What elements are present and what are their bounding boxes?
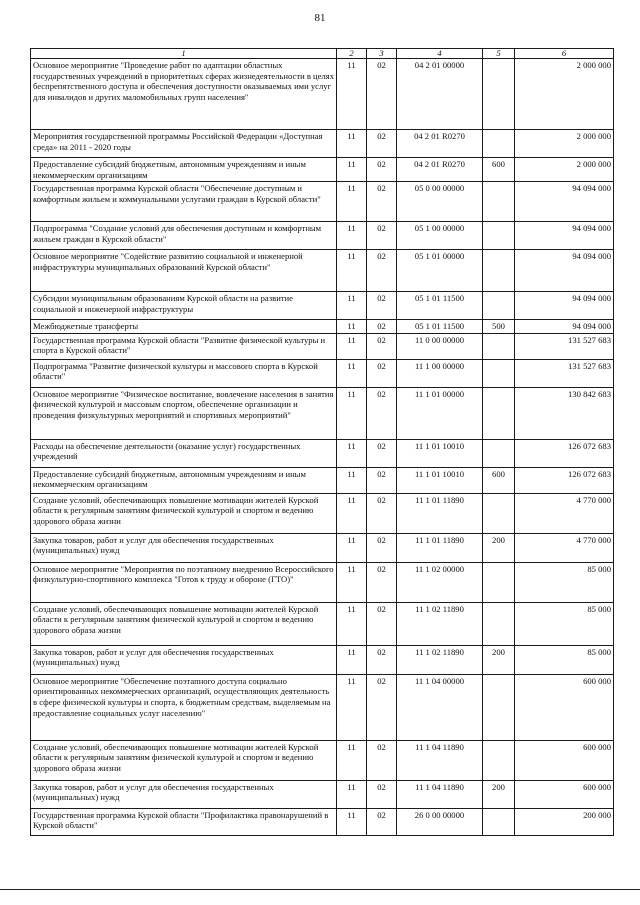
header-col-6: 6 [515, 49, 614, 59]
row-c6-cell: 85 000 [515, 645, 614, 674]
row-c3-cell: 02 [367, 439, 397, 467]
row-c5-cell [483, 493, 515, 533]
row-c5-cell [483, 250, 515, 292]
row-name-cell: Основное мероприятие "Содействие развитию социальной и инженерной инфраструктуры муниципальных образований Курской области" [31, 250, 337, 292]
table-row [31, 740, 614, 780]
row-c4-cell: 11 1 02 11890 [397, 645, 483, 674]
row-c4-cell: 11 1 00 00000 [397, 359, 483, 387]
row-c6-cell: 600 000 [515, 674, 614, 740]
row-c5-cell [483, 130, 515, 158]
row-c3-cell: 02 [367, 467, 397, 493]
table-row [31, 222, 614, 250]
row-c2-cell: 11 [337, 467, 367, 493]
table-row [31, 467, 614, 493]
row-c2-cell: 11 [337, 387, 367, 439]
row-c5-cell: 200 [483, 533, 515, 562]
row-c5-cell [483, 674, 515, 740]
row-name-cell: Государственная программа Курской области "Обеспечение доступным и комфортным жильем и коммунальными услугами граждан в Курской области" [31, 182, 337, 222]
row-c2-cell: 11 [337, 250, 367, 292]
row-name-cell: Закупка товаров, работ и услуг для обеспечения государственных (муниципальных) нужд [31, 533, 337, 562]
table-row [31, 250, 614, 292]
row-c3-cell: 02 [367, 602, 397, 645]
row-c5-cell [483, 333, 515, 359]
row-c6-cell: 94 094 000 [515, 320, 614, 334]
row-c6-cell: 94 094 000 [515, 182, 614, 222]
row-c4-cell: 11 1 01 10010 [397, 467, 483, 493]
row-c5-cell [483, 740, 515, 780]
row-c6-cell: 131 527 683 [515, 333, 614, 359]
row-c4-cell: 11 1 01 00000 [397, 387, 483, 439]
row-c3-cell: 02 [367, 562, 397, 602]
row-c3-cell: 02 [367, 808, 397, 835]
row-c4-cell: 04 2 01 R0270 [397, 130, 483, 158]
row-c5-cell: 500 [483, 320, 515, 334]
row-name-cell: Создание условий, обеспечивающих повышение мотивации жителей Курской области к регулярным занятиям физической культурой и спортом и ведению здорового образа жизни [31, 602, 337, 645]
row-c6-cell: 85 000 [515, 562, 614, 602]
row-c5-cell [483, 602, 515, 645]
row-c4-cell: 11 0 00 00000 [397, 333, 483, 359]
row-c3-cell: 02 [367, 333, 397, 359]
row-c6-cell: 4 770 000 [515, 533, 614, 562]
header-col-2: 2 [337, 49, 367, 59]
row-c3-cell: 02 [367, 130, 397, 158]
row-c2-cell: 11 [337, 533, 367, 562]
row-c4-cell: 11 1 01 10010 [397, 439, 483, 467]
row-name-cell: Подпрограмма "Развитие физической культуры и массового спорта в Курской области" [31, 359, 337, 387]
row-c2-cell: 11 [337, 493, 367, 533]
row-c3-cell: 02 [367, 740, 397, 780]
row-c5-cell [483, 359, 515, 387]
row-c2-cell: 11 [337, 808, 367, 835]
table-row [31, 493, 614, 533]
header-col-3: 3 [367, 49, 397, 59]
header-col-4: 4 [397, 49, 483, 59]
row-c3-cell: 02 [367, 493, 397, 533]
row-name-cell: Государственная программа Курской области "Профилактика правонарушений в Курской области" [31, 808, 337, 835]
row-c5-cell [483, 808, 515, 835]
row-c6-cell: 2 000 000 [515, 130, 614, 158]
table-row [31, 674, 614, 740]
row-c2-cell: 11 [337, 359, 367, 387]
table-row [31, 439, 614, 467]
page-bottom-rule [0, 889, 640, 890]
row-c3-cell: 02 [367, 387, 397, 439]
row-c4-cell: 04 2 01 R0270 [397, 158, 483, 182]
table-row [31, 808, 614, 835]
row-c4-cell: 26 0 00 00000 [397, 808, 483, 835]
table-row [31, 359, 614, 387]
table-row [31, 292, 614, 320]
row-c3-cell: 02 [367, 158, 397, 182]
table-row [31, 333, 614, 359]
row-c2-cell: 11 [337, 645, 367, 674]
row-name-cell: Закупка товаров, работ и услуг для обеспечения государственных (муниципальных) нужд [31, 645, 337, 674]
row-c5-cell [483, 387, 515, 439]
table-row [31, 533, 614, 562]
table-row [31, 780, 614, 808]
row-name-cell: Основное мероприятие "Мероприятия по поэтапному внедрению Всероссийского физкультурно-спортивного комплекса "Готов к труду и обороне (ГТО)" [31, 562, 337, 602]
row-name-cell: Закупка товаров, работ и услуг для обеспечения государственных (муниципальных) нужд [31, 780, 337, 808]
row-name-cell: Межбюджетные трансферты [31, 320, 337, 334]
row-c3-cell: 02 [367, 320, 397, 334]
row-c2-cell: 11 [337, 292, 367, 320]
row-name-cell: Основное мероприятие "Обеспечение поэтапного доступа социально ориентированных некоммерческих организаций, осуществляющих деятельность в сфере физической культуры и спорта, к бюджетным средствам, выделяемым на предоставление социальных услуг населению" [31, 674, 337, 740]
table-row [31, 158, 614, 182]
row-c3-cell: 02 [367, 292, 397, 320]
row-c6-cell: 130 842 683 [515, 387, 614, 439]
row-c2-cell: 11 [337, 740, 367, 780]
row-c3-cell: 02 [367, 780, 397, 808]
row-c4-cell: 05 1 00 00000 [397, 222, 483, 250]
row-c2-cell: 11 [337, 222, 367, 250]
row-c5-cell [483, 439, 515, 467]
row-c6-cell: 2 000 000 [515, 158, 614, 182]
row-c4-cell: 11 1 02 00000 [397, 562, 483, 602]
row-c5-cell: 200 [483, 645, 515, 674]
row-c6-cell: 131 527 683 [515, 359, 614, 387]
row-name-cell: Создание условий, обеспечивающих повышение мотивации жителей Курской области к регулярным занятиям физической культурой и спортом и ведению здорового образа жизни [31, 493, 337, 533]
table-row [31, 59, 614, 130]
row-c2-cell: 11 [337, 674, 367, 740]
row-c5-cell [483, 292, 515, 320]
row-c3-cell: 02 [367, 359, 397, 387]
row-c4-cell: 11 1 04 11890 [397, 740, 483, 780]
row-c4-cell: 11 1 04 00000 [397, 674, 483, 740]
row-c3-cell: 02 [367, 182, 397, 222]
header-col-1: 1 [31, 49, 337, 59]
row-c2-cell: 11 [337, 602, 367, 645]
row-c5-cell: 600 [483, 158, 515, 182]
row-c2-cell: 11 [337, 59, 367, 130]
row-c4-cell: 05 0 00 00000 [397, 182, 483, 222]
row-c3-cell: 02 [367, 222, 397, 250]
row-c5-cell [483, 562, 515, 602]
table-row [31, 130, 614, 158]
row-c6-cell: 94 094 000 [515, 250, 614, 292]
row-c6-cell: 600 000 [515, 740, 614, 780]
row-c4-cell: 05 1 01 11500 [397, 320, 483, 334]
row-c2-cell: 11 [337, 320, 367, 334]
row-c5-cell: 200 [483, 780, 515, 808]
row-c2-cell: 11 [337, 130, 367, 158]
table-row [31, 562, 614, 602]
row-c6-cell: 94 094 000 [515, 292, 614, 320]
row-c2-cell: 11 [337, 333, 367, 359]
row-name-cell: Предоставление субсидий бюджетным, автономным учреждениям и иным некоммерческим организациям [31, 467, 337, 493]
row-name-cell: Создание условий, обеспечивающих повышение мотивации жителей Курской области к регулярным занятиям физической культурой и спортом и ведению здорового образа жизни [31, 740, 337, 780]
row-c6-cell: 94 094 000 [515, 222, 614, 250]
table-row [31, 182, 614, 222]
row-c2-cell: 11 [337, 182, 367, 222]
row-c4-cell: 11 1 04 11890 [397, 780, 483, 808]
row-c5-cell: 600 [483, 467, 515, 493]
table-row [31, 602, 614, 645]
row-c6-cell: 600 000 [515, 780, 614, 808]
row-name-cell: Основное мероприятие "Проведение работ по адаптации областных государственных учреждений в приоритетных сферах жизнедеятельности в целях беспрепятственного доступа и обеспечения доступности оказываемых ими услуг для инвалидов и других маломобильных групп населения" [31, 59, 337, 130]
row-c4-cell: 11 1 01 11890 [397, 493, 483, 533]
row-c4-cell: 05 1 01 11500 [397, 292, 483, 320]
row-name-cell: Основное мероприятие "Физическое воспитание, вовлечение населения в занятия физической культурой и массовым спортом, обеспечение организации и проведения физкультурных мероприятий и спортивных мероприятий" [31, 387, 337, 439]
row-c5-cell [483, 182, 515, 222]
row-c2-cell: 11 [337, 439, 367, 467]
row-c2-cell: 11 [337, 780, 367, 808]
row-name-cell: Субсидии муниципальным образованиям Курской области на развитие социальной и инженерной инфраструктуры [31, 292, 337, 320]
row-c3-cell: 02 [367, 250, 397, 292]
row-c6-cell: 2 000 000 [515, 59, 614, 130]
row-name-cell: Мероприятия государственной программы Российской Федерации «Доступная среда» на 2011 - 2020 годы [31, 130, 337, 158]
header-col-5: 5 [483, 49, 515, 59]
table-row [31, 387, 614, 439]
row-c3-cell: 02 [367, 59, 397, 130]
row-name-cell: Расходы на обеспечение деятельности (оказание услуг) государственных учреждений [31, 439, 337, 467]
row-c2-cell: 11 [337, 562, 367, 602]
table-row [31, 645, 614, 674]
row-c4-cell: 05 1 01 00000 [397, 250, 483, 292]
row-c4-cell: 04 2 01 00000 [397, 59, 483, 130]
row-c3-cell: 02 [367, 533, 397, 562]
row-c6-cell: 85 000 [515, 602, 614, 645]
row-c3-cell: 02 [367, 645, 397, 674]
row-name-cell: Предоставление субсидий бюджетным, автономным учреждениям и иным некоммерческим организациям [31, 158, 337, 182]
row-c6-cell: 200 000 [515, 808, 614, 835]
budget-table [30, 48, 614, 836]
row-c6-cell: 126 072 683 [515, 439, 614, 467]
row-c4-cell: 11 1 02 11890 [397, 602, 483, 645]
row-c3-cell: 02 [367, 674, 397, 740]
page-number: 81 [314, 12, 326, 24]
table-header-row [31, 49, 614, 59]
row-name-cell: Государственная программа Курской области "Развитие физической культуры и спорта в Курской области" [31, 333, 337, 359]
row-c6-cell: 126 072 683 [515, 467, 614, 493]
row-c2-cell: 11 [337, 158, 367, 182]
row-c5-cell [483, 222, 515, 250]
row-c6-cell: 4 770 000 [515, 493, 614, 533]
row-c4-cell: 11 1 01 11890 [397, 533, 483, 562]
table-row [31, 320, 614, 334]
row-name-cell: Подпрограмма "Создание условий для обеспечения доступным и комфортным жильем граждан в Курской области" [31, 222, 337, 250]
row-c5-cell [483, 59, 515, 130]
